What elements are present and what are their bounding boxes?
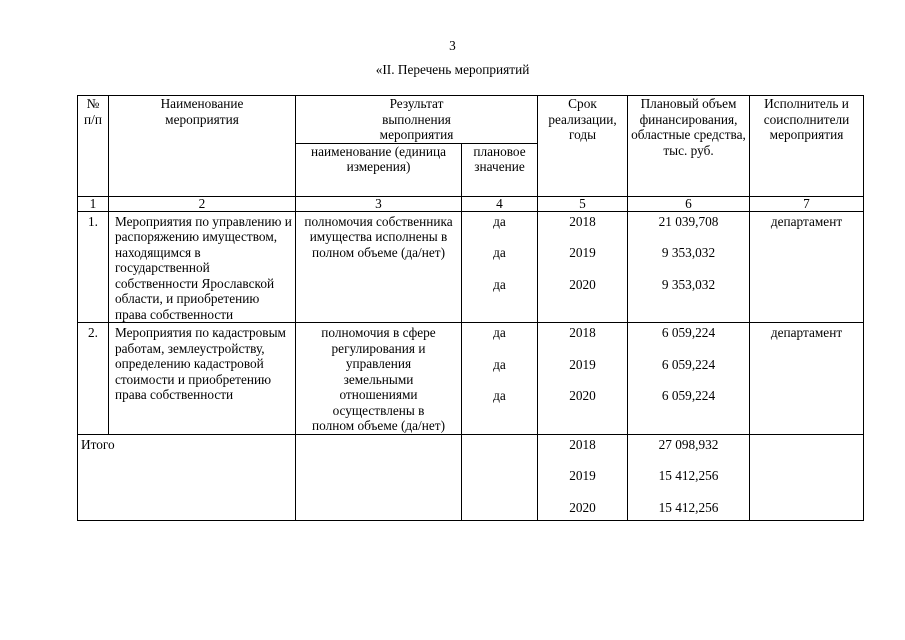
row-activity-name: Мероприятия по кадастровым работам, землеустройству, определению кадастровой стоимости и приобретению права собственности xyxy=(109,323,296,435)
row-activity-name: Мероприятия по управлению и распоряжению имуществом, находящимся в государственной собственности Ярославской области, и приобретению права собственности xyxy=(109,211,296,323)
header-result: Результат выполнения мероприятия xyxy=(296,96,538,144)
column-number: 7 xyxy=(750,196,864,211)
year-value: 2020 xyxy=(569,276,596,292)
column-number: 1 xyxy=(78,196,109,211)
row-plan-values xyxy=(462,323,538,435)
funding-value: 15 412,256 xyxy=(658,499,719,515)
header-period: Срок реализации, годы xyxy=(538,96,628,197)
year-value: 2018 xyxy=(569,436,596,452)
year-value: 2019 xyxy=(569,356,596,372)
total-row xyxy=(78,434,864,520)
year-value: 2019 xyxy=(569,245,596,260)
row-executor: департамент xyxy=(750,323,864,435)
year-value: 2018 xyxy=(569,213,596,229)
year-value: 2020 xyxy=(569,388,596,403)
funding-value: 9 353,032 xyxy=(661,245,716,260)
total-empty-cell xyxy=(750,434,864,520)
header-result-plan: плановое значение xyxy=(462,143,538,196)
row-funding xyxy=(628,323,750,435)
year-value: 2018 xyxy=(569,325,596,340)
year-value: 2019 xyxy=(569,468,596,483)
funding-value: 27 098,932 xyxy=(658,436,719,452)
funding-value: 6 059,224 xyxy=(661,325,716,340)
plan-value: да xyxy=(493,276,506,292)
row-funding xyxy=(628,211,750,323)
total-years xyxy=(538,434,628,520)
page-number: 3 xyxy=(449,38,456,53)
funding-value: 6 059,224 xyxy=(661,356,716,372)
plan-value: да xyxy=(493,213,506,229)
total-funding xyxy=(628,434,750,520)
row-result-name: полномочия в сфере регулирования и управления земельными отношениями осуществлены в полном объеме (да/нет) xyxy=(296,323,462,435)
column-number: 5 xyxy=(538,196,628,211)
funding-value: 6 059,224 xyxy=(661,388,716,403)
total-empty-cell xyxy=(462,434,538,520)
header-funding: Плановый объем финансирования, областные средства, тыс. руб. xyxy=(628,96,750,197)
row-years xyxy=(538,211,628,323)
plan-value: да xyxy=(493,245,506,260)
header-name: Наименование мероприятия xyxy=(109,96,296,197)
total-empty-cell xyxy=(296,434,462,520)
row-result-name: полномочия собственника имущества исполнены в полном объеме (да/нет) xyxy=(296,211,462,323)
table-row xyxy=(78,211,864,323)
column-number: 2 xyxy=(109,196,296,211)
column-number: 6 xyxy=(628,196,750,211)
column-number: 3 xyxy=(296,196,462,211)
year-value: 2020 xyxy=(569,499,596,515)
funding-value: 9 353,032 xyxy=(661,276,716,292)
header-result-name: наименование (единица измерения) xyxy=(296,143,462,196)
total-label: Итого xyxy=(78,434,296,520)
row-plan-values xyxy=(462,211,538,323)
plan-value: да xyxy=(493,356,506,372)
funding-value: 21 039,708 xyxy=(658,213,719,229)
column-number: 4 xyxy=(462,196,538,211)
column-number-row xyxy=(78,196,864,211)
plan-value: да xyxy=(493,325,506,340)
row-num: 1. xyxy=(78,211,109,323)
row-num: 2. xyxy=(78,323,109,435)
section-title: «II. Перечень мероприятий xyxy=(375,62,530,77)
funding-value: 15 412,256 xyxy=(658,468,719,483)
row-years xyxy=(538,323,628,435)
activities-table xyxy=(77,95,864,521)
row-executor: департамент xyxy=(750,211,864,323)
header-row xyxy=(78,96,864,144)
table-row xyxy=(78,323,864,435)
plan-value: да xyxy=(493,388,506,403)
header-num: № п/п xyxy=(78,96,109,197)
header-executor: Исполнитель и соисполнители мероприятия xyxy=(750,96,864,197)
